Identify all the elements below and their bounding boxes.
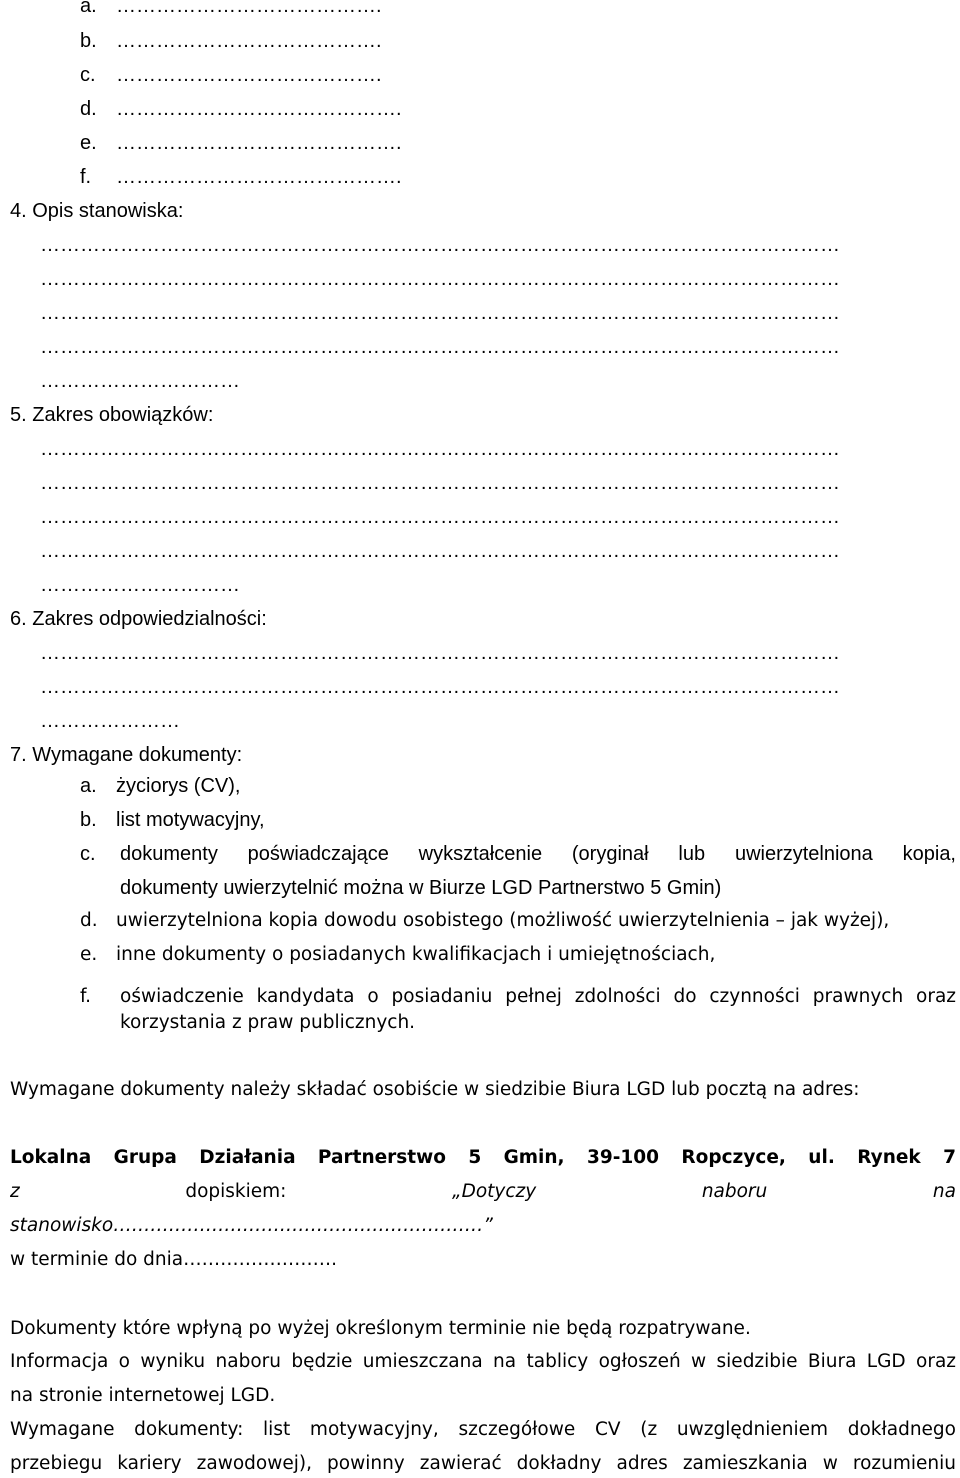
blank-fill-line: ………………………………………………………………………………………………………… — [40, 676, 840, 698]
list-marker: a. — [80, 0, 97, 17]
blank-fill-line: ……………………………………. — [116, 166, 402, 188]
blank-fill-line: ………………………………………………………………………………………………………… — [40, 540, 840, 562]
list-item-b — [80, 29, 382, 53]
list-marker: f. — [80, 166, 92, 188]
list-marker: c. — [80, 64, 96, 86]
list-marker: d. — [80, 98, 97, 120]
list-item-e — [80, 131, 402, 155]
document-item-f-line1: oświadczenie kandydata o posiadaniu pełnej zdolności do czynności prawnych oraz — [120, 986, 956, 1007]
document-item-c-line2: dokumenty uwierzytelnić można w Biurze LGD Partnerstwo 5 Gmin) — [120, 877, 722, 899]
submission-note-line2: stanowisko……………………………………………………” — [10, 1215, 493, 1236]
submission-intro: Wymagane dokumenty należy składać osobiście w siedzibie Biura LGD lub pocztą na adres: — [10, 1079, 860, 1100]
document-item-b — [80, 808, 265, 832]
note-word: dopiskiem: — [185, 1181, 287, 1202]
blank-fill-line: …………………………………. — [116, 64, 382, 86]
blank-fill-line: ……………………………………. — [116, 132, 402, 154]
section-7-heading: 7. Wymagane dokumenty: — [10, 744, 243, 766]
list-item-text: list motywacyjny, — [116, 809, 265, 831]
late-notice: Dokumenty które wpłyną po wyżej określonym terminie nie będą rozpatrywane. — [10, 1318, 751, 1339]
blank-fill-line: ………………………………………………………………………………………………………… — [40, 234, 840, 256]
requirements-line2: przebiegu kariery zawodowej), powinny zawierać dokładny adres zamieszkania w rozumieniu — [10, 1453, 956, 1474]
blank-fill-line: ……………………………………. — [116, 98, 402, 120]
list-marker: b. — [80, 809, 97, 831]
note-word: „Dotyczy — [452, 1181, 537, 1202]
list-item-f — [80, 165, 402, 189]
document-item-f-line2: korzystania z praw publicznych. — [120, 1012, 416, 1033]
list-marker: e. — [80, 944, 98, 965]
document-item-e — [80, 943, 715, 967]
note-word: naboru — [701, 1181, 768, 1202]
document-item-d — [80, 909, 889, 933]
list-marker: a. — [80, 775, 97, 797]
submission-address: Lokalna Grupa Działania Partnerstwo 5 Gmin, 39-100 Ropczyce, ul. Rynek 7 — [10, 1147, 956, 1168]
list-item-text: życiorys (CV), — [116, 775, 241, 797]
blank-fill-line: ………………………………………………………………………………………………………… — [40, 336, 840, 358]
document-item-f-marker: f. — [80, 986, 92, 1007]
list-marker: b. — [80, 30, 97, 52]
list-marker: e. — [80, 132, 97, 154]
list-item-d — [80, 97, 402, 121]
blank-fill-line: ………………………… — [40, 574, 240, 596]
blank-fill-line: ………………………………………………………………………………………………………… — [40, 472, 840, 494]
section-6-heading: 6. Zakres odpowiedzialności: — [10, 608, 267, 630]
blank-fill-line: ………………………………………………………………………………………………………… — [40, 268, 840, 290]
note-word: z — [10, 1181, 20, 1202]
blank-fill-line: …………………………………. — [116, 30, 382, 52]
list-item-a — [80, 0, 382, 18]
blank-fill-line: ………………………………………………………………………………………………………… — [40, 302, 840, 324]
blank-fill-line: ………………… — [40, 710, 180, 732]
section-5-heading: 5. Zakres obowiązków: — [10, 404, 214, 426]
blank-fill-line: ………………………………………………………………………………………………………… — [40, 642, 840, 664]
submission-deadline: w terminie do dnia……………………. — [10, 1249, 337, 1270]
document-item-c-line1: dokumenty poświadczające wykształcenie (oryginał lub uwierzytelniona kopia, — [120, 843, 956, 865]
info-line2: na stronie internetowej LGD. — [10, 1385, 276, 1406]
list-item-c — [80, 63, 382, 87]
requirements-line1: Wymagane dokumenty: list motywacyjny, szczegółowe CV (z uwzględnieniem dokładnego — [10, 1419, 956, 1440]
note-word: na — [932, 1181, 956, 1202]
document-item-a — [80, 774, 240, 798]
blank-fill-line: …………………………………. — [116, 0, 382, 17]
list-marker: d. — [80, 910, 98, 931]
document-item-c-marker: c. — [80, 843, 96, 865]
list-item-text: inne dokumenty o posiadanych kwalifikacjach i umiejętnościach, — [116, 944, 716, 965]
submission-note-line1 — [10, 1180, 956, 1204]
section-4-heading: 4. Opis stanowiska: — [10, 200, 184, 222]
info-line1: Informacja o wyniku naboru będzie umieszczana na tablicy ogłoszeń w siedzibie Biura LGD oraz — [10, 1351, 956, 1372]
blank-fill-line: ………………………………………………………………………………………………………… — [40, 438, 840, 460]
blank-fill-line: ………………………………………………………………………………………………………… — [40, 506, 840, 528]
list-item-text: uwierzytelniona kopia dowodu osobistego (możliwość uwierzytelnienia – jak wyżej), — [116, 910, 890, 931]
blank-fill-line: ………………………… — [40, 370, 240, 392]
